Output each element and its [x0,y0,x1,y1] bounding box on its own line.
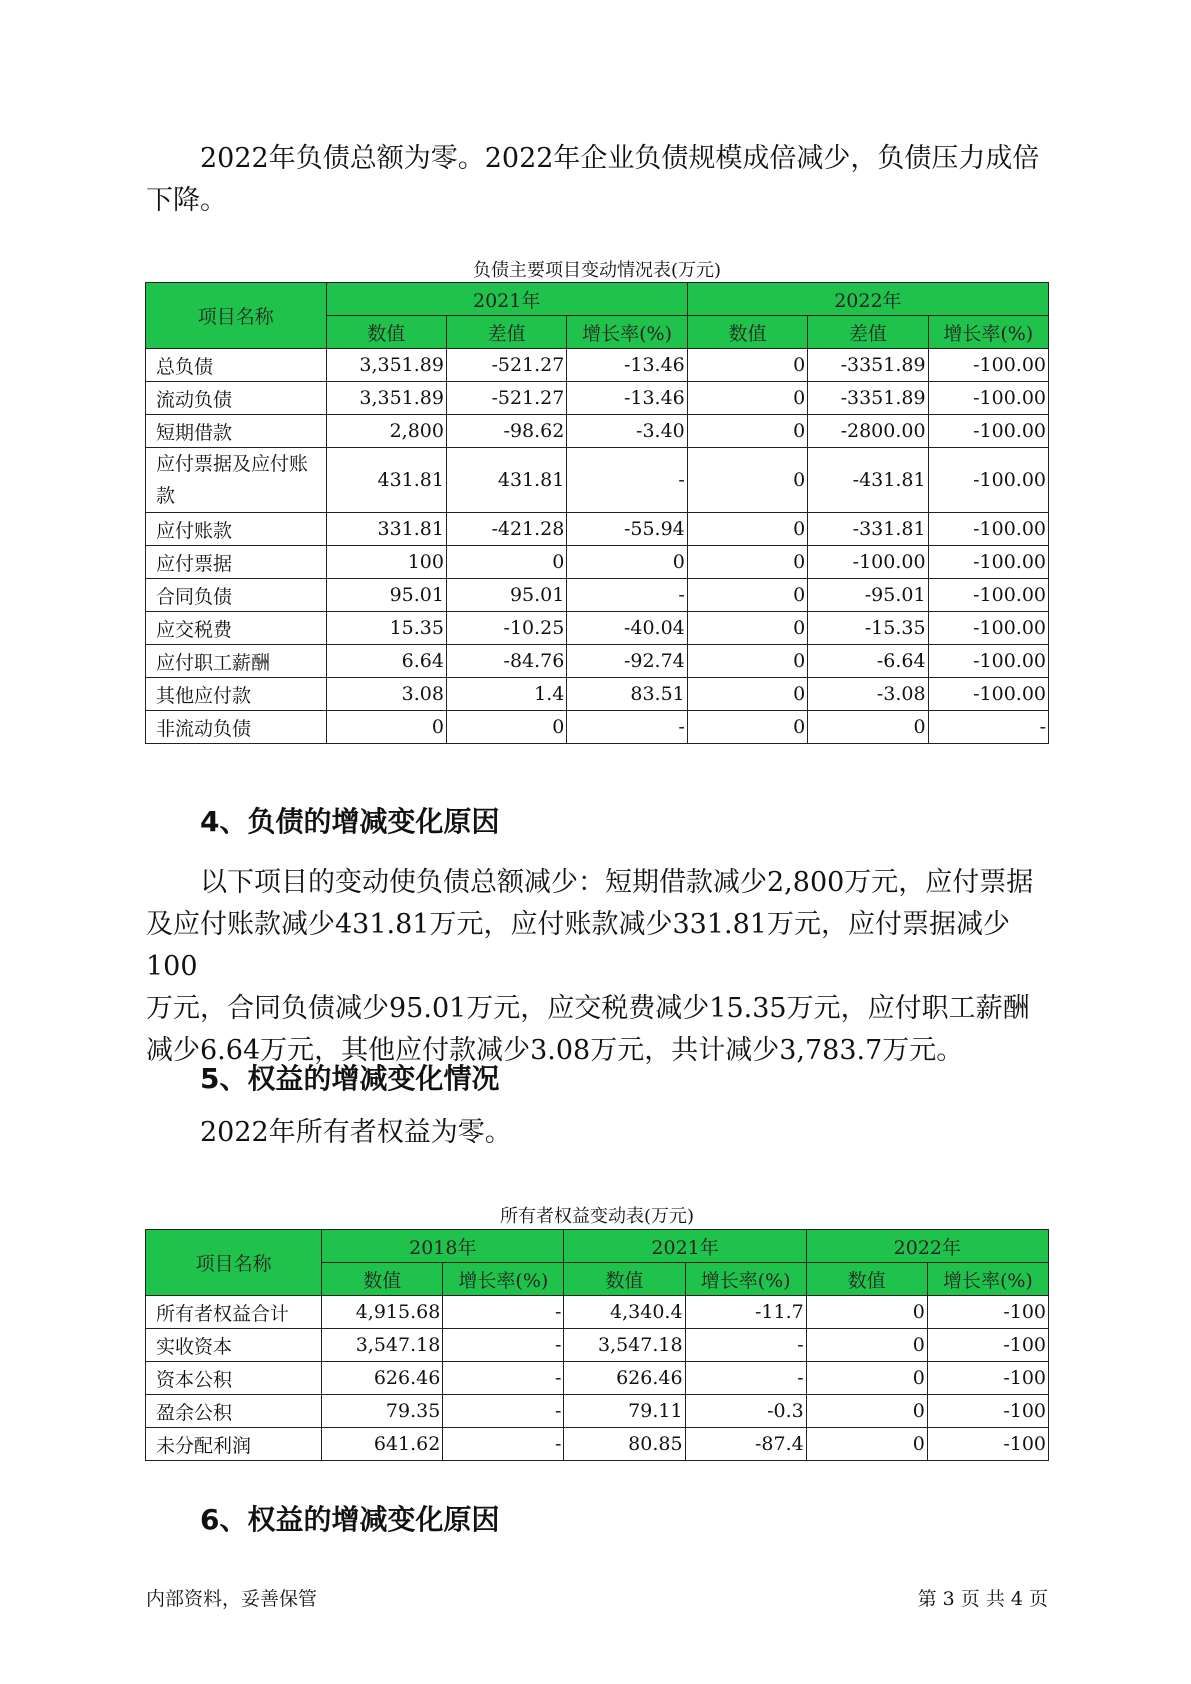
equity-year1-header: 2018年 [322,1230,564,1263]
row-value: 0 [687,711,807,744]
table-row [146,382,1049,415]
row-rate: -13.46 [567,349,687,382]
table-row [146,415,1049,448]
row-diff: -421.28 [446,513,566,546]
row-rate: - [443,1362,564,1395]
row-rate: - [567,448,687,513]
row-value: 0 [687,612,807,645]
row-diff: 0 [446,711,566,744]
row-rate: -100.00 [928,645,1048,678]
equity-table [145,1229,1049,1461]
equity-col-rate: 增长率(%) [443,1263,564,1296]
row-diff: 95.01 [446,579,566,612]
row-value: 15.35 [326,612,446,645]
row-rate: -92.74 [567,645,687,678]
row-value: 0 [326,711,446,744]
row-diff: -98.62 [446,415,566,448]
row-rate: -55.94 [567,513,687,546]
liability-col-rate: 增长率(%) [928,316,1048,349]
row-name: 应付职工薪酬 [146,645,327,678]
row-rate: -100 [927,1395,1048,1428]
table-row [146,448,1049,513]
row-name: 应付票据及应付账款 [146,448,327,513]
row-value: 0 [687,349,807,382]
row-rate: -100.00 [928,415,1048,448]
row-value: 100 [326,546,446,579]
table-row [146,711,1049,744]
section-5-paragraph [146,1112,1046,1154]
section-5-line-1: 2022年所有者权益为零。 [200,1117,512,1148]
row-diff: -331.81 [808,513,928,546]
table-row [146,1395,1049,1428]
row-value: 0 [687,678,807,711]
row-diff: -95.01 [808,579,928,612]
row-rate: -13.46 [567,382,687,415]
intro-line-1: 2022年负债总额为零。2022年企业负债规模成倍减少，负债压力成倍 [200,143,1040,174]
row-diff: -2800.00 [808,415,928,448]
row-value: 626.46 [322,1362,443,1395]
row-name: 非流动负债 [146,711,327,744]
row-diff: 431.81 [446,448,566,513]
row-rate: -100.00 [928,546,1048,579]
row-diff: -3.08 [808,678,928,711]
row-rate: -3.40 [567,415,687,448]
row-value: 626.46 [564,1362,685,1395]
equity-col-value: 数值 [806,1263,927,1296]
row-rate: -100 [927,1362,1048,1395]
liability-year1-header: 2021年 [326,283,687,316]
row-diff: -100.00 [808,546,928,579]
footer-confidential-note: 内部资料，妥善保管 [146,1588,318,1610]
row-diff: -521.27 [446,349,566,382]
row-value: 0 [687,513,807,546]
row-name: 合同负债 [146,579,327,612]
row-rate: 83.51 [567,678,687,711]
row-rate: -100.00 [928,349,1048,382]
row-value: 0 [806,1296,927,1329]
liability-col-diff: 差值 [446,316,566,349]
row-diff: -431.81 [808,448,928,513]
table-row [146,349,1049,382]
row-name: 应交税费 [146,612,327,645]
equity-table-caption: 所有者权益变动表(万元) [499,1206,695,1227]
row-value: 0 [806,1329,927,1362]
row-value: 3,351.89 [326,382,446,415]
section-4-line-2: 及应付账款减少431.81万元，应付账款减少331.81万元，应付票据减少100 [146,909,1010,982]
row-rate: -11.7 [685,1296,806,1329]
row-diff: -10.25 [446,612,566,645]
row-name: 总负债 [146,349,327,382]
row-rate: - [443,1395,564,1428]
row-value: 431.81 [326,448,446,513]
row-rate: - [443,1428,564,1461]
row-diff: -15.35 [808,612,928,645]
section-4-line-4: 减少6.64万元，其他应付款减少3.08万元，共计减少3,783.7万元。 [146,1035,964,1066]
row-rate: - [685,1362,806,1395]
liability-col-diff: 差值 [808,316,928,349]
row-value: 95.01 [326,579,446,612]
row-value: 6.64 [326,645,446,678]
section-4-heading: 4、负债的增减变化原因 [200,805,500,838]
row-value: 79.11 [564,1395,685,1428]
equity-col-value: 数值 [564,1263,685,1296]
row-rate: -100.00 [928,612,1048,645]
row-name: 未分配利润 [146,1428,322,1461]
row-value: 0 [687,579,807,612]
liability-name-header: 项目名称 [146,283,327,349]
liability-table [145,282,1049,744]
row-rate: - [443,1329,564,1362]
equity-col-value: 数值 [322,1263,443,1296]
row-rate: -100 [927,1296,1048,1329]
row-name: 其他应付款 [146,678,327,711]
row-value: 0 [806,1428,927,1461]
row-name: 所有者权益合计 [146,1296,322,1329]
row-value: 0 [806,1395,927,1428]
row-rate: - [443,1296,564,1329]
liability-col-value: 数值 [326,316,446,349]
row-value: 0 [687,415,807,448]
row-rate: - [567,579,687,612]
row-rate: -100.00 [928,382,1048,415]
row-diff: -3351.89 [808,382,928,415]
liability-col-value: 数值 [687,316,807,349]
row-diff: -84.76 [446,645,566,678]
equity-year2-header: 2021年 [564,1230,806,1263]
row-diff: -3351.89 [808,349,928,382]
row-value: 3,547.18 [564,1329,685,1362]
row-diff: -6.64 [808,645,928,678]
section-6-heading: 6、权益的增减变化原因 [200,1503,500,1536]
row-value: 79.35 [322,1395,443,1428]
row-rate: - [567,711,687,744]
row-diff: 0 [446,546,566,579]
row-rate: -0.3 [685,1395,806,1428]
row-value: 4,340.4 [564,1296,685,1329]
table-row [146,546,1049,579]
row-name: 短期借款 [146,415,327,448]
table-row [146,513,1049,546]
equity-name-header: 项目名称 [146,1230,322,1296]
row-name: 资本公积 [146,1362,322,1395]
row-value: 2,800 [326,415,446,448]
intro-paragraph [146,138,1046,222]
row-rate: -100.00 [928,513,1048,546]
equity-col-rate: 增长率(%) [685,1263,806,1296]
liability-table-caption: 负债主要项目变动情况表(万元) [472,260,722,281]
row-rate: -100.00 [928,678,1048,711]
footer-page-number: 第 3 页 共 4 页 [917,1588,1048,1610]
section-5-heading: 5、权益的增减变化情况 [200,1062,500,1095]
table-row [146,579,1049,612]
liability-col-rate: 增长率(%) [567,316,687,349]
table-row [146,645,1049,678]
row-value: 3,351.89 [326,349,446,382]
section-4-line-1: 以下项目的变动使负债总额减少：短期借款减少2,800万元，应付票据 [200,867,1034,898]
row-rate: -87.4 [685,1428,806,1461]
row-rate: 0 [567,546,687,579]
equity-col-rate: 增长率(%) [927,1263,1048,1296]
table-row [146,612,1049,645]
row-rate: -100.00 [928,579,1048,612]
row-value: 3,547.18 [322,1329,443,1362]
row-name: 应付票据 [146,546,327,579]
table-row [146,1428,1049,1461]
row-value: 641.62 [322,1428,443,1461]
row-value: 0 [687,448,807,513]
row-value: 0 [687,645,807,678]
row-value: 0 [687,546,807,579]
row-value: 331.81 [326,513,446,546]
section-4-paragraph [146,862,1046,1072]
row-name: 流动负债 [146,382,327,415]
row-value: 0 [687,382,807,415]
row-value: 4,915.68 [322,1296,443,1329]
equity-year3-header: 2022年 [806,1230,1048,1263]
row-diff: 0 [808,711,928,744]
row-rate: -40.04 [567,612,687,645]
row-value: 3.08 [326,678,446,711]
intro-line-2: 下降。 [146,185,227,216]
row-name: 盈余公积 [146,1395,322,1428]
row-diff: 1.4 [446,678,566,711]
row-name: 应付账款 [146,513,327,546]
table-row [146,678,1049,711]
table-row [146,1362,1049,1395]
row-rate: - [928,711,1048,744]
row-rate: -100.00 [928,448,1048,513]
row-rate: -100 [927,1329,1048,1362]
table-row [146,1329,1049,1362]
table-row [146,1296,1049,1329]
row-rate: - [685,1329,806,1362]
row-rate: -100 [927,1428,1048,1461]
row-value: 0 [806,1362,927,1395]
row-name: 实收资本 [146,1329,322,1362]
row-value: 80.85 [564,1428,685,1461]
liability-year2-header: 2022年 [687,283,1048,316]
section-4-line-3: 万元，合同负债减少95.01万元，应交税费减少15.35万元，应付职工薪酬 [146,993,1030,1024]
row-diff: -521.27 [446,382,566,415]
